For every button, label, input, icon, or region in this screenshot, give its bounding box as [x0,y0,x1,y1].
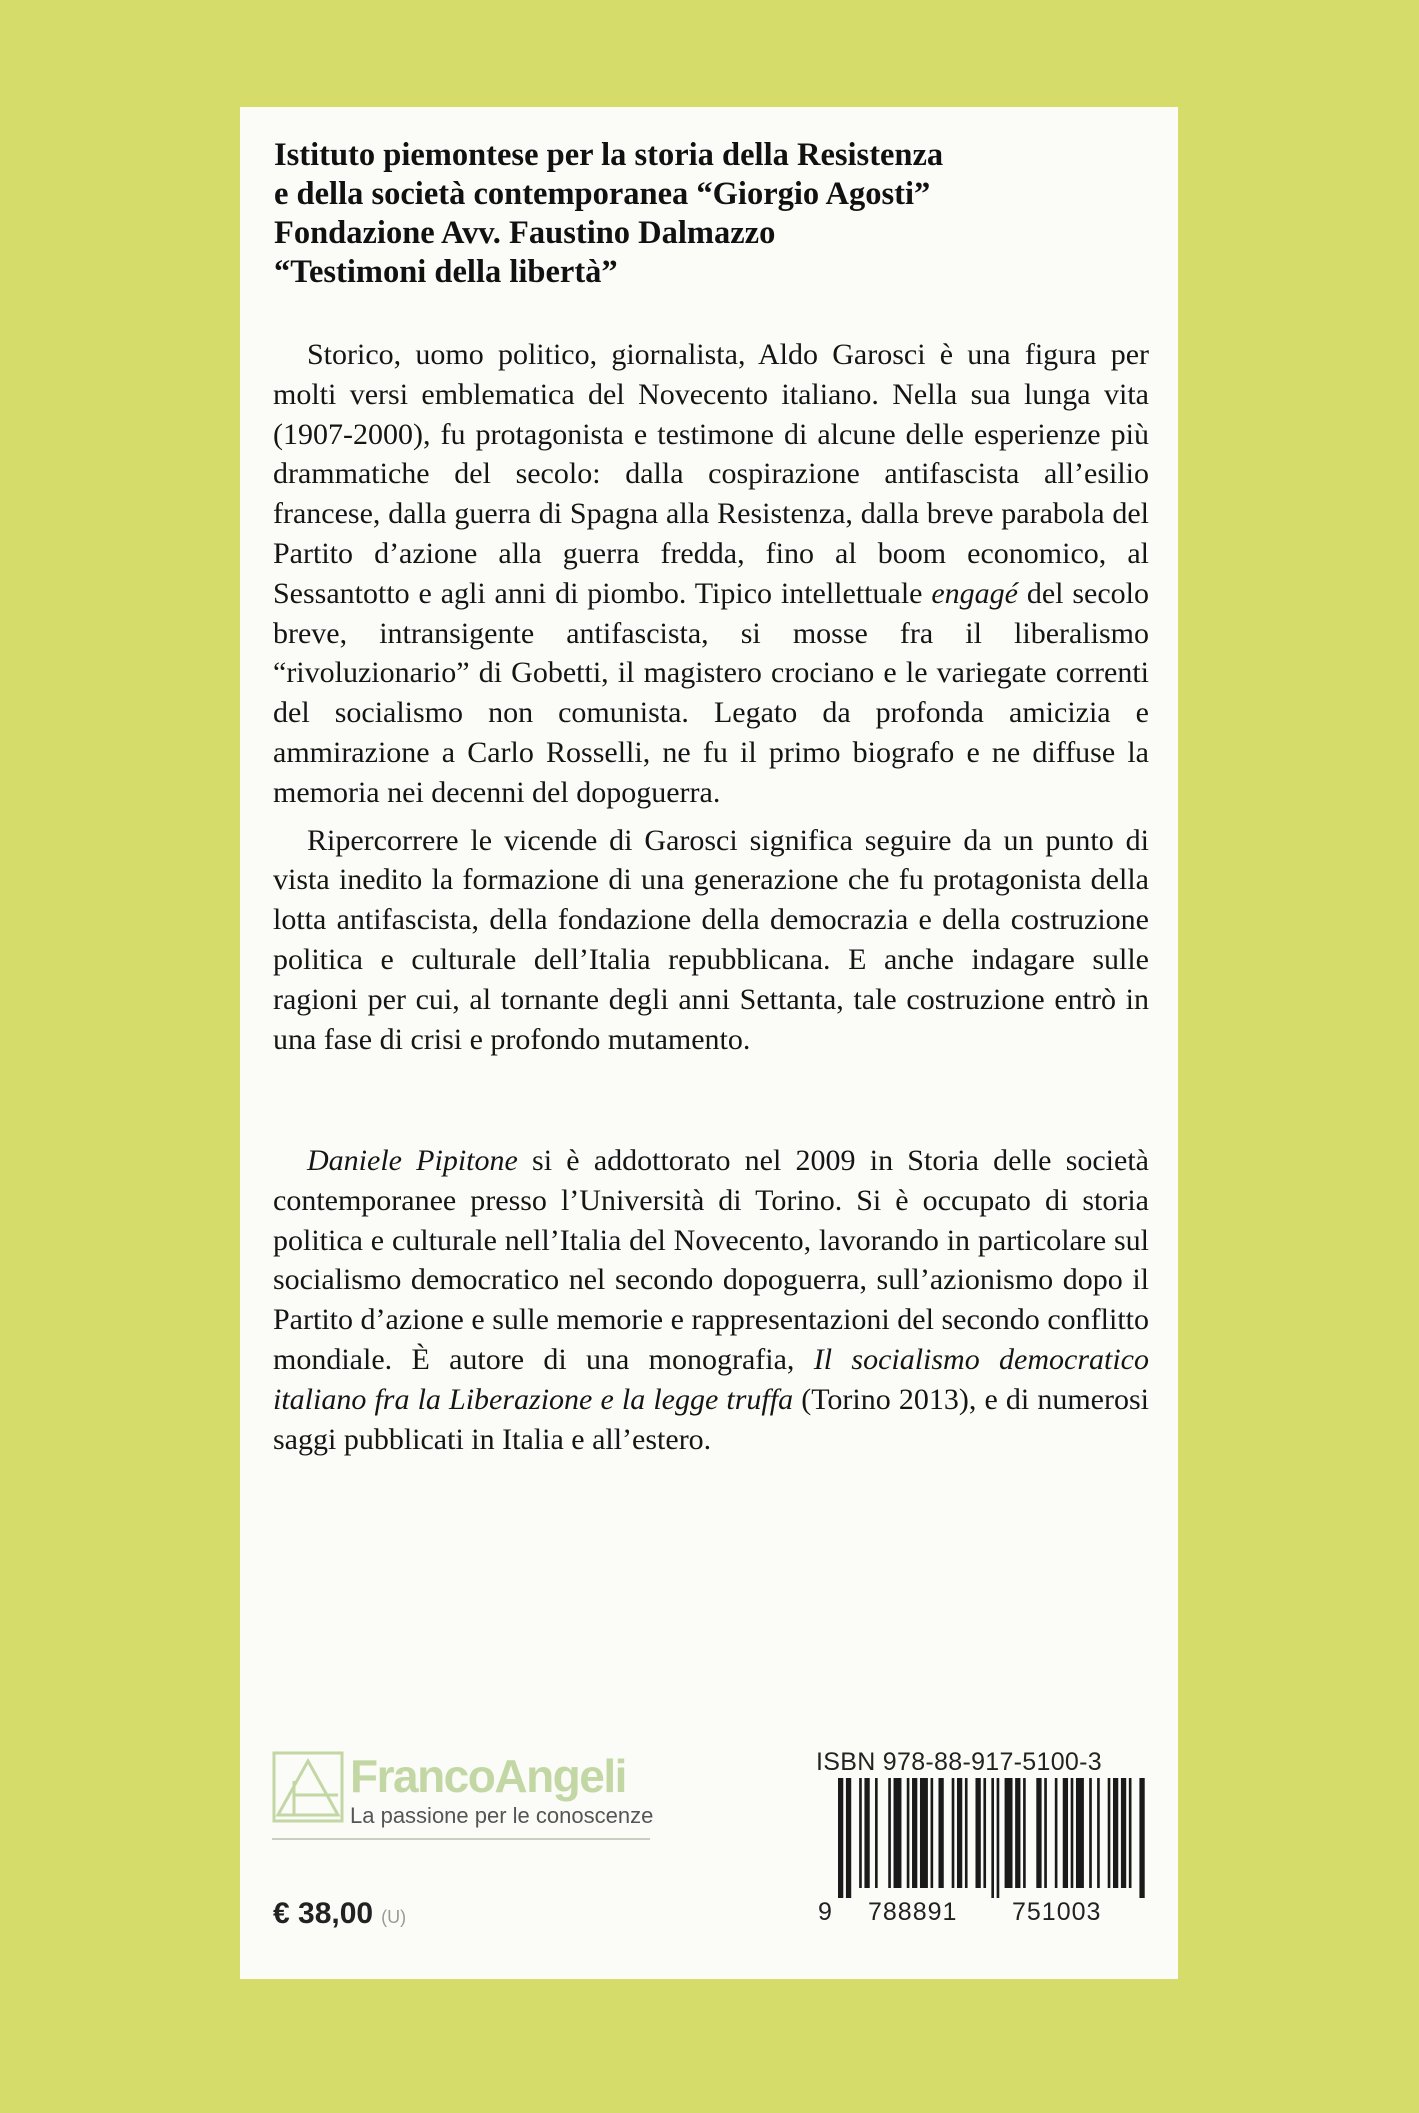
publisher-logo [272,1751,652,1831]
barcode-bar [894,1778,902,1888]
barcode-bar [931,1778,934,1888]
barcode-digits-right: 751003 [1012,1898,1102,1926]
barcode-bar [859,1778,862,1888]
isbn-barcode [834,1778,1154,1898]
institute-header [274,136,1124,292]
publisher-logo-icon [272,1751,344,1823]
barcode-bar [1063,1778,1068,1888]
barcode-bar [991,1778,994,1898]
blurb-paragraph-1 [273,335,1149,813]
barcode-bar [952,1778,955,1888]
barcode-digit-first: 9 [818,1898,833,1926]
author-name: Daniele Pipitone [307,1144,518,1177]
barcode-bar [888,1778,891,1888]
price-code: (U) [381,1907,407,1927]
barcode-bar [1108,1778,1111,1888]
barcode-bar [875,1778,878,1888]
barcode-bar [1076,1778,1084,1888]
barcode-bar [907,1778,910,1888]
barcode-digits-left: 788891 [868,1898,958,1926]
barcode-bar [846,1778,851,1898]
barcode-bar [1139,1778,1144,1898]
barcode-bar [1097,1778,1100,1888]
header-line: e della società contemporanea “Giorgio Agosti” [274,176,931,212]
bio-text: si è addottorato nel 2009 in Storia delle società contemporanee presso l’Università di Torino. Si è occupato di storia politica e culturale nell’Italia del Novecento, lavorando in particolare sul socialismo democratico nel secondo dopoguerra, sull’azionismo dopo il Partito d’azione e sulle memorie e rappresentazioni del secondo conflitto mondiale. È autore di una monografia, [273,1144,1149,1376]
blurb [273,335,1149,1059]
barcode-bar [957,1778,962,1888]
book-title: Il socialismo democratico italiano fra la Liberazione e la legge truffa [273,1342,1149,1416]
barcode-bar [1129,1778,1132,1888]
header-line: Istituto piemontese per la storia della Resistenza [274,137,944,173]
barcode-bar [1089,1778,1092,1888]
barcode-bar [1113,1778,1118,1888]
bio-text: (Torino 2013), e di numerosi saggi pubblicati in Italia e all’estero. [273,1382,1149,1456]
barcode-bar [1044,1778,1047,1888]
barcode-bar [983,1778,986,1888]
blurb-italic: engagé [931,576,1018,610]
barcode-bar [1121,1778,1126,1888]
blurb-text: Storico, uomo politico, giornalista, Aldo Garosci è una figura per molti versi emblematica del Novecento italiano. Nella sua lunga vita (1907-2000), fu protagonista e testimone di alcune delle esperienze più drammatiche del secolo: dalla cospirazione antifascista all’esilio francese, dalla guerra di Spagna alla Resistenza, dalla breve parabola del Partito d’azione alla guerra fredda, fino al boom economico, al Sessantotto e agli anni di piombo. Tipico intellettuale [273,338,1149,610]
barcode-bar [1055,1778,1058,1888]
publisher-tagline: La passione per le conoscenze [350,1803,654,1828]
price [273,1897,406,1931]
blurb-paragraph-2: Ripercorrere le vicende di Garosci significa seguire da un punto di vista inedito la formazione di una generazione che fu protagonista della lotta antifascista, della fondazione della democrazia e della costruzione politica e culturale dell’Italia repubblicana. E anche indagare sulle ragioni per cui, al tornante degli anni Settanta, tale costruzione entrò in una fase di crisi e profondo mutamento. [273,823,1149,1056]
header-line: Fondazione Avv. Faustino Dalmazzo [274,215,776,251]
blurb-text: del secolo breve, intransigente antifascista, si mosse fra il liberalismo “rivoluzionario” di Gobetti, il magistero crociano e le variegate correnti del socialismo non comunista. Legato da profonda amicizia e ammirazione a Carlo Rosselli, ne fu il primo biografo e ne diffuse la memoria nei decenni del dopoguerra. [273,576,1149,809]
isbn-label: ISBN 978-88-917-5100-3 [816,1748,1102,1776]
barcode-bar [997,1778,1000,1898]
barcode-bar [1005,1778,1013,1888]
author-bio [273,1141,1149,1459]
barcode-bar [920,1778,928,1888]
barcode-bar [838,1778,843,1898]
barcode-bar [1036,1778,1041,1888]
barcode-bar [864,1778,869,1888]
barcode-bar [1023,1778,1026,1888]
barcode-bar [1071,1778,1074,1888]
barcode-bar [938,1778,943,1888]
barcode-bar [965,1778,968,1888]
barcode-bar [975,1778,980,1888]
logo-divider [272,1838,650,1840]
barcode-bar [1015,1778,1020,1888]
barcode-bar [912,1778,917,1888]
price-amount: € 38,00 [273,1897,374,1930]
header-line: “Testimoni della libertà” [274,254,618,290]
publisher-name: FrancoAngeli [350,1750,626,1802]
